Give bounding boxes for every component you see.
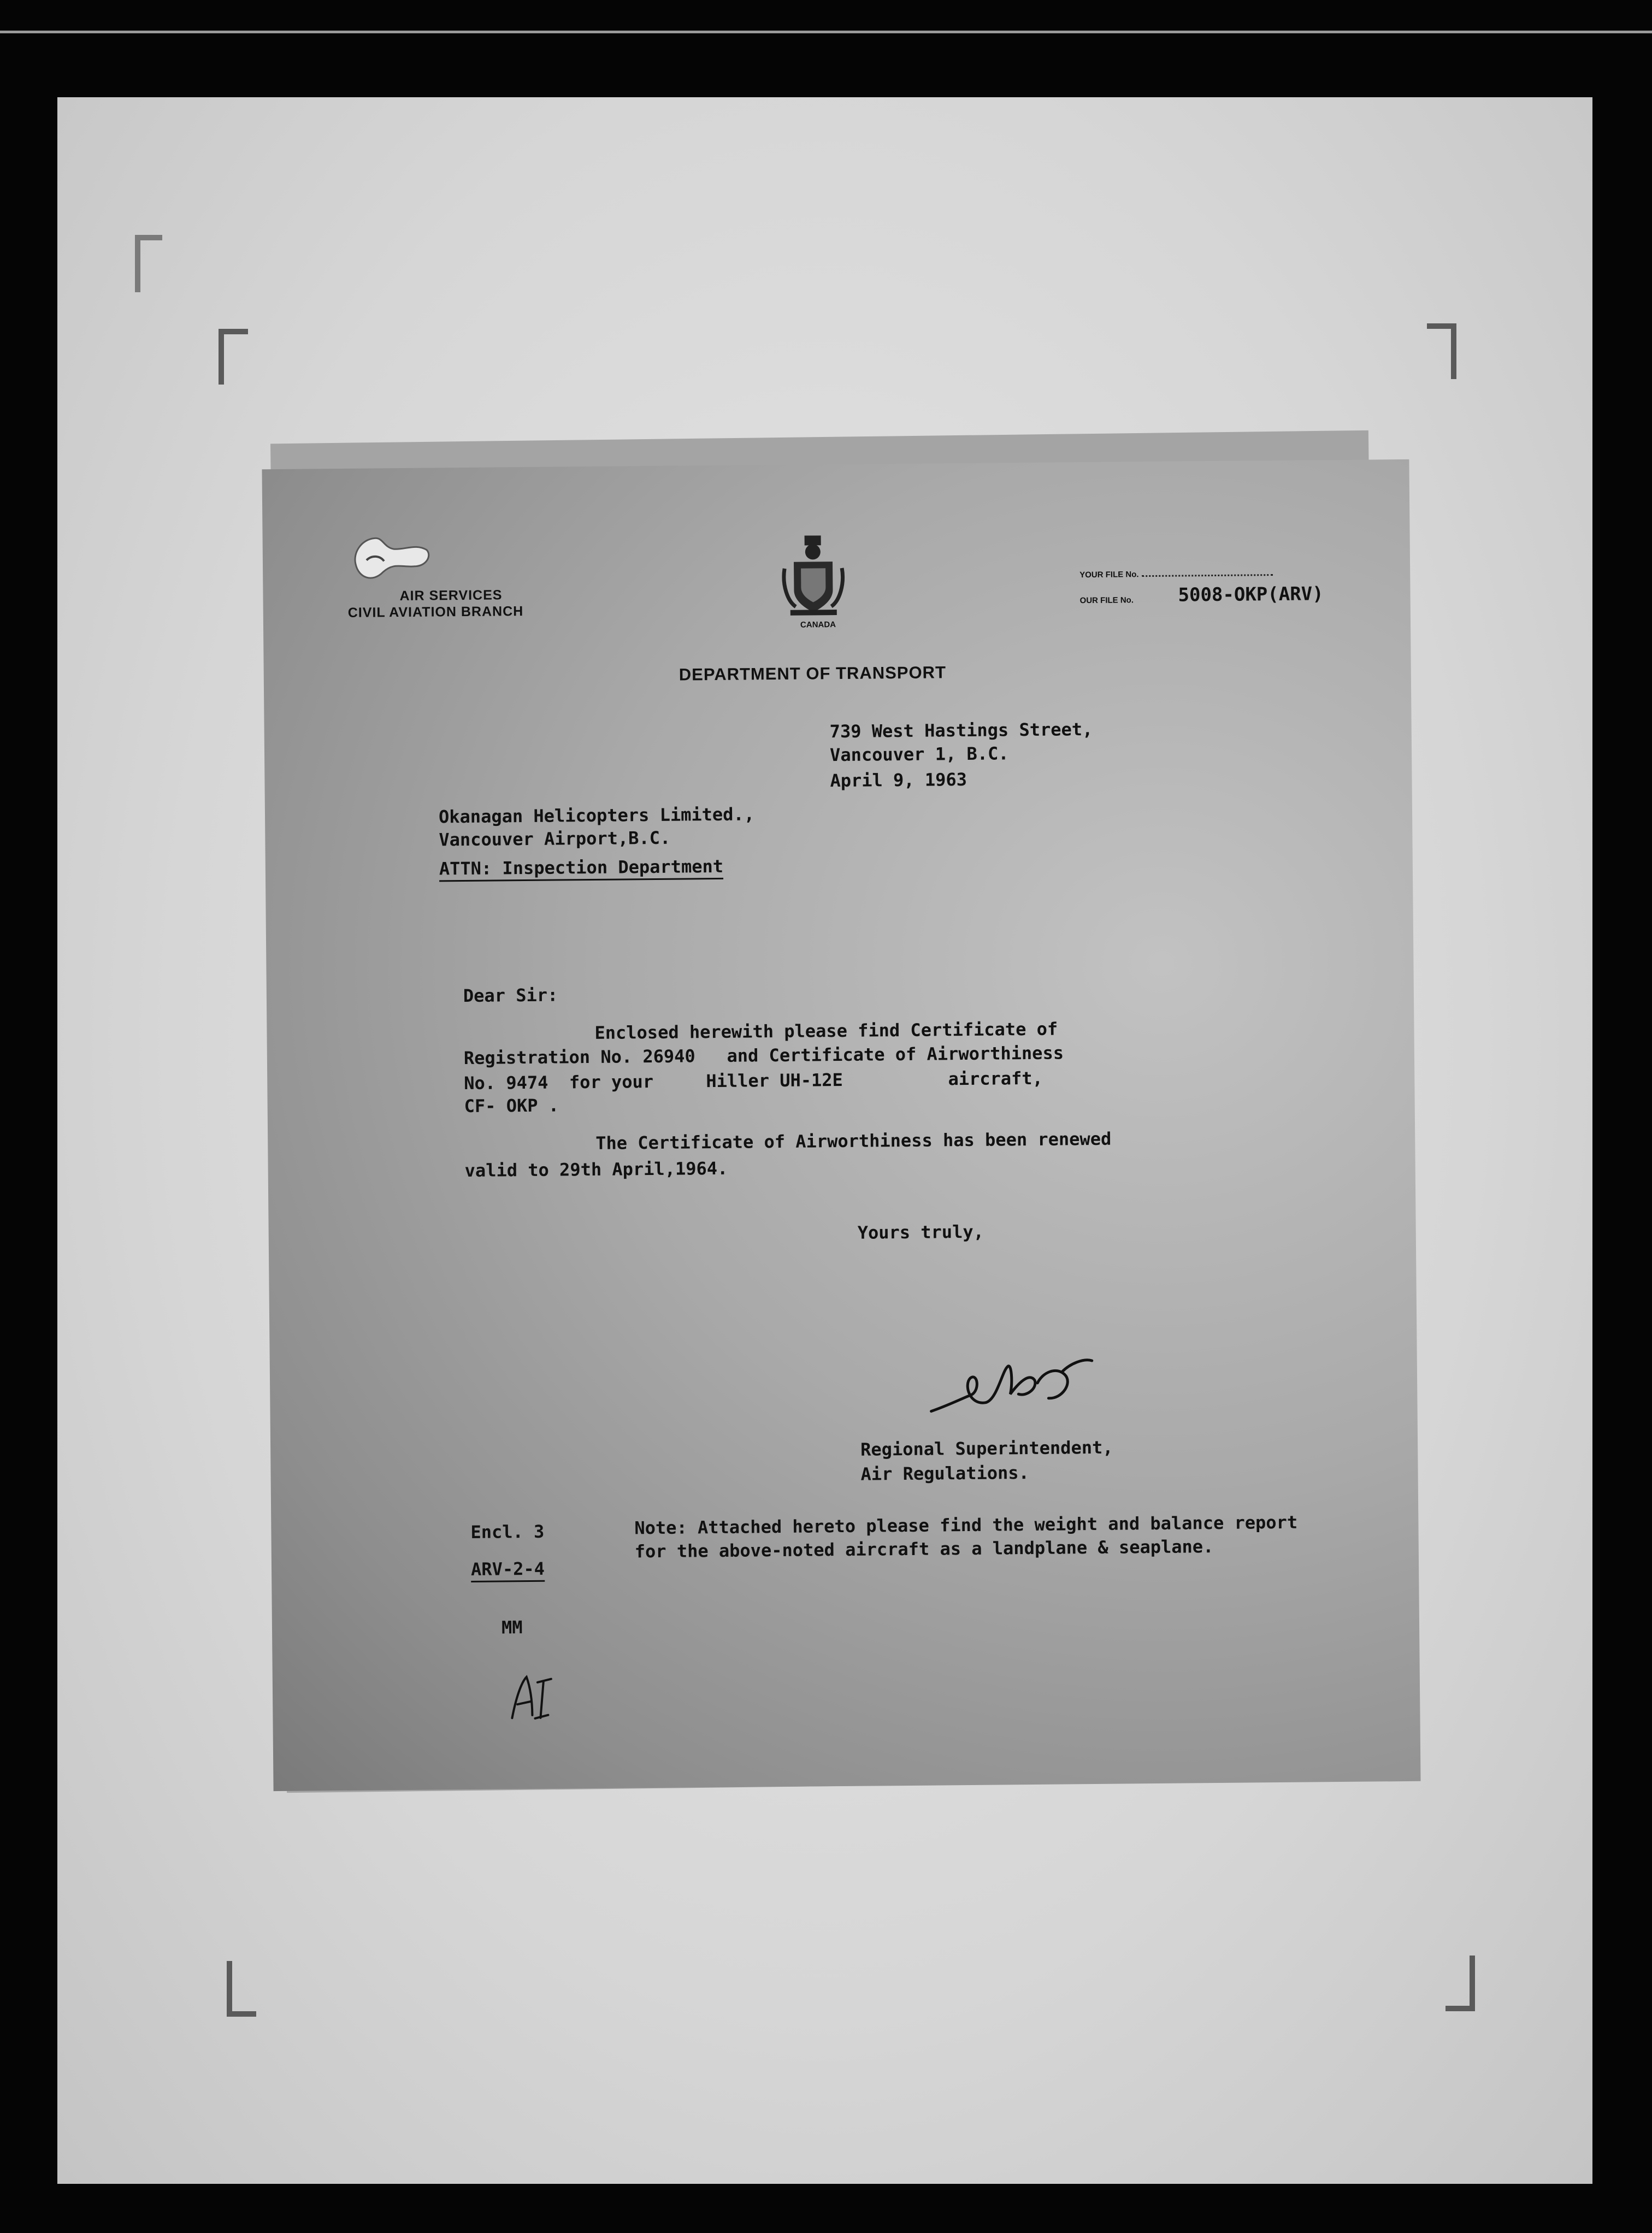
paragraph-1-line-2: Registration No. 26940 and Certificate of Airworthiness (463, 1042, 1064, 1069)
attention-line: ATTN: Inspection Department (439, 856, 724, 882)
your-file-row (1079, 569, 1273, 580)
sender-address-line-2: Vancouver 1, B.C. (829, 743, 1009, 766)
typist-initials: MM (501, 1617, 523, 1638)
signatory-title-1: Regional Superintendent, (860, 1437, 1113, 1460)
enclosures: Encl. 3 (470, 1521, 545, 1543)
paragraph-2-line-2: valid to 29th April,1964. (464, 1157, 728, 1182)
signatory-title-2: Air Regulations. (860, 1462, 1029, 1485)
branch-line-1: AIR SERVICES (399, 587, 503, 604)
our-file-label: OUR FILE No. (1079, 595, 1134, 606)
film-scratch (262, 459, 1420, 1791)
your-file-blank (1142, 574, 1273, 577)
paragraph-2-line-1: The Certificate of Airworthiness has been renewed (595, 1128, 1112, 1154)
film-edge-line (0, 31, 1652, 33)
crop-mark-top-right (1427, 323, 1456, 379)
paragraph-1-line-4: CF- OKP . (464, 1095, 559, 1117)
crop-mark-bottom-right (1446, 1956, 1475, 2011)
recipient-address: Vancouver Airport,B.C. (439, 827, 671, 850)
handwritten-initials-mark (508, 1671, 557, 1724)
letter-date: April 9, 1963 (830, 769, 967, 791)
crest-label: CANADA (800, 620, 836, 630)
sender-address-line-1: 739 West Hastings Street, (829, 718, 1093, 742)
department-heading: DEPARTMENT OF TRANSPORT (678, 663, 947, 684)
handwritten-signature (925, 1350, 1101, 1422)
branch-line-2: CIVIL AVIATION BRANCH (347, 604, 524, 621)
paragraph-1-line-1: Enclosed herewith please find Certificate of (594, 1018, 1058, 1043)
letter-page (262, 459, 1420, 1791)
crop-mark-outer-top-left (135, 235, 162, 292)
paragraph-1-line-3: No. 9474 for your Hiller UH-12E aircraft, (464, 1067, 1043, 1094)
note-line-2: for the above-noted aircraft as a landplane & seaplane. (634, 1536, 1214, 1562)
closing: Yours truly, (857, 1221, 984, 1243)
our-file-number: 5008-OKP(ARV) (1178, 583, 1324, 606)
crop-mark-top-left (219, 329, 248, 385)
crop-mark-bottom-left (227, 1961, 256, 2017)
salutation: Dear Sir: (463, 984, 558, 1007)
canada-coat-of-arms-icon (782, 535, 845, 618)
your-file-label: YOUR FILE No. (1079, 570, 1139, 580)
air-services-logo-icon (350, 533, 433, 586)
file-reference: ARV-2-4 (471, 1558, 545, 1582)
note-line-1: Note: Attached hereto please find the weight and balance report (634, 1511, 1298, 1539)
recipient-name: Okanagan Helicopters Limited., (438, 804, 755, 828)
